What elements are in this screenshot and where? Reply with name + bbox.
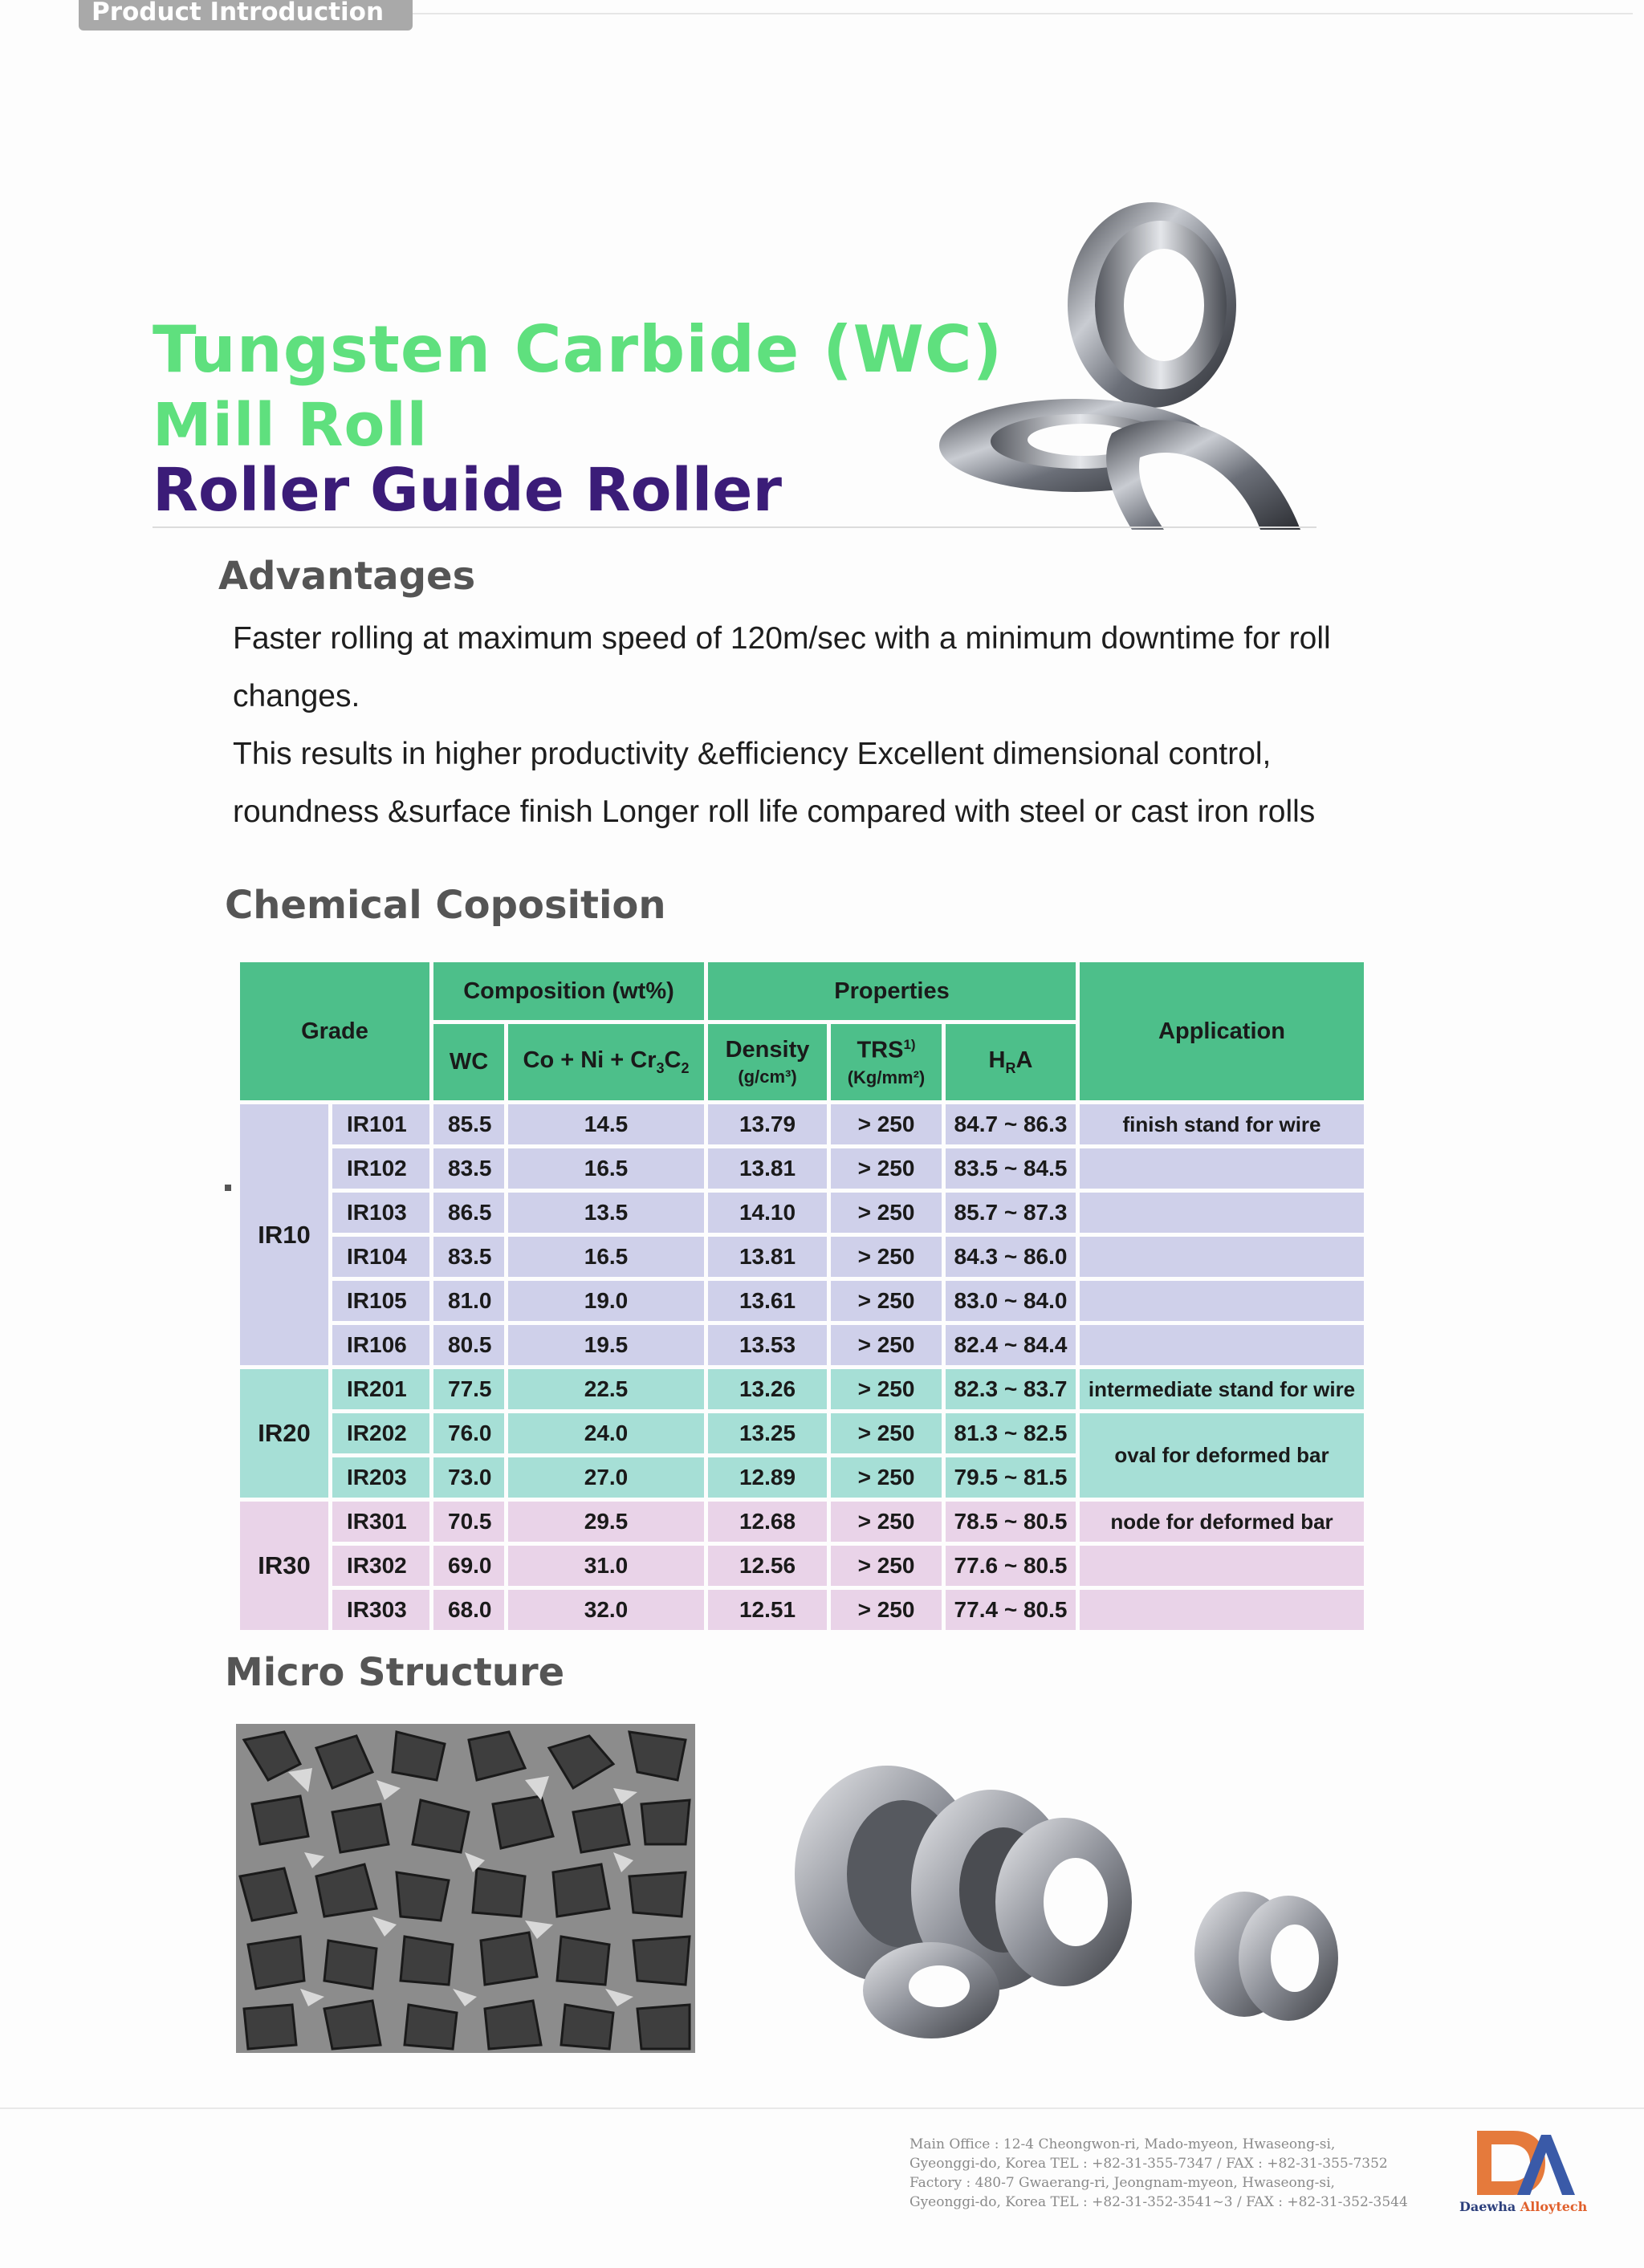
- grade-header: Grade: [240, 962, 429, 1100]
- wc-value: 68.0: [433, 1590, 504, 1630]
- hra-value: 77.6 ~ 80.5: [946, 1546, 1076, 1586]
- application-value: [1080, 1148, 1364, 1189]
- density-value: 13.61: [708, 1281, 827, 1321]
- density-value: 13.79: [708, 1104, 827, 1144]
- product-subtitle: Mill Roll: [153, 391, 429, 460]
- grade-code: IR301: [332, 1502, 429, 1542]
- wc-value: 80.5: [433, 1325, 504, 1365]
- hra-value: 83.0 ~ 84.0: [946, 1281, 1076, 1321]
- micro-heading: Micro Structure: [225, 1650, 565, 1695]
- wc-value: 83.5: [433, 1237, 504, 1277]
- grade-group: IR20: [240, 1369, 328, 1498]
- density-value: 13.25: [708, 1413, 827, 1453]
- density-value: 14.10: [708, 1193, 827, 1233]
- trs-value: > 250: [831, 1457, 942, 1498]
- address-line: Main Office : 12-4 Cheongwon-ri, Mado-myeon, Hwaseong-si,: [909, 2136, 1336, 2152]
- table-row: [240, 1546, 1364, 1586]
- hra-value: 82.4 ~ 84.4: [946, 1325, 1076, 1365]
- advantages-line: roundness &surface finish Longer roll life compared with steel or cast iron rolls: [233, 795, 1316, 829]
- binder-value: 24.0: [508, 1413, 704, 1453]
- advantages-line: This results in higher productivity &efficiency Excellent dimensional control,: [233, 737, 1272, 771]
- header-divider: [413, 13, 1633, 14]
- advantages-line: changes.: [233, 679, 360, 713]
- application-value: node for deformed bar: [1080, 1502, 1364, 1542]
- trs-value: > 250: [831, 1237, 942, 1277]
- density-value: 12.68: [708, 1502, 827, 1542]
- chemical-heading: Chemical Coposition: [225, 883, 666, 928]
- binder-header: $Co + Ni + Cr_3C_2$: [508, 1024, 704, 1100]
- trs-value: > 250: [831, 1413, 942, 1453]
- binder-value: 13.5: [508, 1193, 704, 1233]
- density-header: Density (g/cm³): [708, 1024, 827, 1100]
- wc-header: WC: [433, 1024, 504, 1100]
- trs-value: > 250: [831, 1193, 942, 1233]
- section-tab: Product Introduction: [79, 0, 413, 30]
- grade-code: IR105: [332, 1281, 429, 1321]
- hra-header: $H_RA$: [946, 1024, 1076, 1100]
- table-row: [240, 1325, 1364, 1365]
- bullet-mark: [225, 1185, 231, 1191]
- company-address: [909, 2135, 1471, 2212]
- binder-value: 27.0: [508, 1457, 704, 1498]
- hra-value: 79.5 ~ 81.5: [946, 1457, 1076, 1498]
- trs-value: > 250: [831, 1369, 942, 1409]
- density-value: 12.89: [708, 1457, 827, 1498]
- table-row: [240, 1590, 1364, 1630]
- wc-value: 76.0: [433, 1413, 504, 1453]
- wc-value: 85.5: [433, 1104, 504, 1144]
- trs-value: > 250: [831, 1281, 942, 1321]
- table-row: [240, 1502, 1364, 1542]
- wc-value: 81.0: [433, 1281, 504, 1321]
- hra-value: 84.3 ~ 86.0: [946, 1237, 1076, 1277]
- advantages-text: [233, 610, 1437, 841]
- binder-value: 22.5: [508, 1369, 704, 1409]
- hra-value: 81.3 ~ 82.5: [946, 1413, 1076, 1453]
- density-value: 13.81: [708, 1148, 827, 1189]
- table-row: [240, 1193, 1364, 1233]
- address-line: Gyeonggi-do, Korea TEL : +82-31-352-3541~3 / FAX : +82-31-352-3544: [909, 2194, 1408, 2210]
- footer-divider: [0, 2107, 1644, 2109]
- binder-value: 32.0: [508, 1590, 704, 1630]
- hra-value: 84.7 ~ 86.3: [946, 1104, 1076, 1144]
- density-value: 13.26: [708, 1369, 827, 1409]
- grade-group: IR10: [240, 1104, 328, 1365]
- density-value: 12.56: [708, 1546, 827, 1586]
- binder-value: 19.5: [508, 1325, 704, 1365]
- grade-code: IR203: [332, 1457, 429, 1498]
- table-row: [240, 1413, 1364, 1453]
- wc-value: 70.5: [433, 1502, 504, 1542]
- roll-image-bottom: [791, 1738, 1365, 2042]
- trs-value: > 250: [831, 1148, 942, 1189]
- binder-value: 31.0: [508, 1546, 704, 1586]
- table-row: [240, 1104, 1364, 1144]
- advantages-heading: Advantages: [218, 554, 476, 599]
- wc-value: 83.5: [433, 1148, 504, 1189]
- wc-value: 86.5: [433, 1193, 504, 1233]
- composition-table: [236, 958, 1368, 1634]
- address-line: Gyeonggi-do, Korea TEL : +82-31-355-7347 / FAX : +82-31-355-7352: [909, 2156, 1388, 2172]
- trs-value: > 250: [831, 1325, 942, 1365]
- grade-code: IR104: [332, 1237, 429, 1277]
- company-name: Daewha Alloytech: [1459, 2199, 1588, 2214]
- application-value: finish stand for wire: [1080, 1104, 1364, 1144]
- binder-value: 14.5: [508, 1104, 704, 1144]
- product-subtitle-2: Roller Guide Roller: [153, 456, 782, 525]
- binder-value: 16.5: [508, 1148, 704, 1189]
- properties-header: Properties: [708, 962, 1076, 1020]
- application-header: Application: [1080, 962, 1364, 1100]
- trs-value: > 250: [831, 1104, 942, 1144]
- hra-value: 78.5 ~ 80.5: [946, 1502, 1076, 1542]
- wc-value: 77.5: [433, 1369, 504, 1409]
- composition-header: Composition (wt%): [433, 962, 704, 1020]
- trs-value: > 250: [831, 1590, 942, 1630]
- trs-header: TRS$^{1)}$ (Kg/mm²): [831, 1024, 942, 1100]
- trs-value: > 250: [831, 1502, 942, 1542]
- hra-value: 83.5 ~ 84.5: [946, 1148, 1076, 1189]
- advantages-line: Faster rolling at maximum speed of 120m/sec with a minimum downtime for roll: [233, 621, 1331, 656]
- wc-value: 69.0: [433, 1546, 504, 1586]
- grade-code: IR201: [332, 1369, 429, 1409]
- application-value: [1080, 1546, 1364, 1586]
- density-value: 13.81: [708, 1237, 827, 1277]
- application-value: [1080, 1590, 1364, 1630]
- application-value: [1080, 1325, 1364, 1365]
- grade-code: IR303: [332, 1590, 429, 1630]
- application-value: [1080, 1237, 1364, 1277]
- grade-code: IR202: [332, 1413, 429, 1453]
- grade-code: IR103: [332, 1193, 429, 1233]
- table-row: [240, 1281, 1364, 1321]
- application-value: [1080, 1193, 1364, 1233]
- application-value: oval for deformed bar: [1080, 1413, 1364, 1498]
- wc-value: 73.0: [433, 1457, 504, 1498]
- grade-code: IR102: [332, 1148, 429, 1189]
- grade-code: IR101: [332, 1104, 429, 1144]
- binder-value: 16.5: [508, 1237, 704, 1277]
- application-value: [1080, 1281, 1364, 1321]
- density-value: 13.53: [708, 1325, 827, 1365]
- hra-value: 82.3 ~ 83.7: [946, 1369, 1076, 1409]
- table-row: [240, 1237, 1364, 1277]
- table-row: [240, 1148, 1364, 1189]
- microstructure-image: [236, 1724, 695, 2053]
- hra-value: 85.7 ~ 87.3: [946, 1193, 1076, 1233]
- company-logo-icon: [1461, 2119, 1581, 2207]
- product-title: Tungsten Carbide (WC): [153, 312, 1003, 387]
- grade-code: IR106: [332, 1325, 429, 1365]
- density-value: 12.51: [708, 1590, 827, 1630]
- table-row: [240, 1369, 1364, 1409]
- binder-value: 19.0: [508, 1281, 704, 1321]
- title-divider: [153, 526, 1316, 528]
- application-value: intermediate stand for wire: [1080, 1369, 1364, 1409]
- binder-value: 29.5: [508, 1502, 704, 1542]
- hra-value: 77.4 ~ 80.5: [946, 1590, 1076, 1630]
- address-line: Factory : 480-7 Gwaerang-ri, Jeongnam-myeon, Hwaseong-si,: [909, 2175, 1335, 2191]
- grade-code: IR302: [332, 1546, 429, 1586]
- grade-group: IR30: [240, 1502, 328, 1630]
- trs-value: > 250: [831, 1546, 942, 1586]
